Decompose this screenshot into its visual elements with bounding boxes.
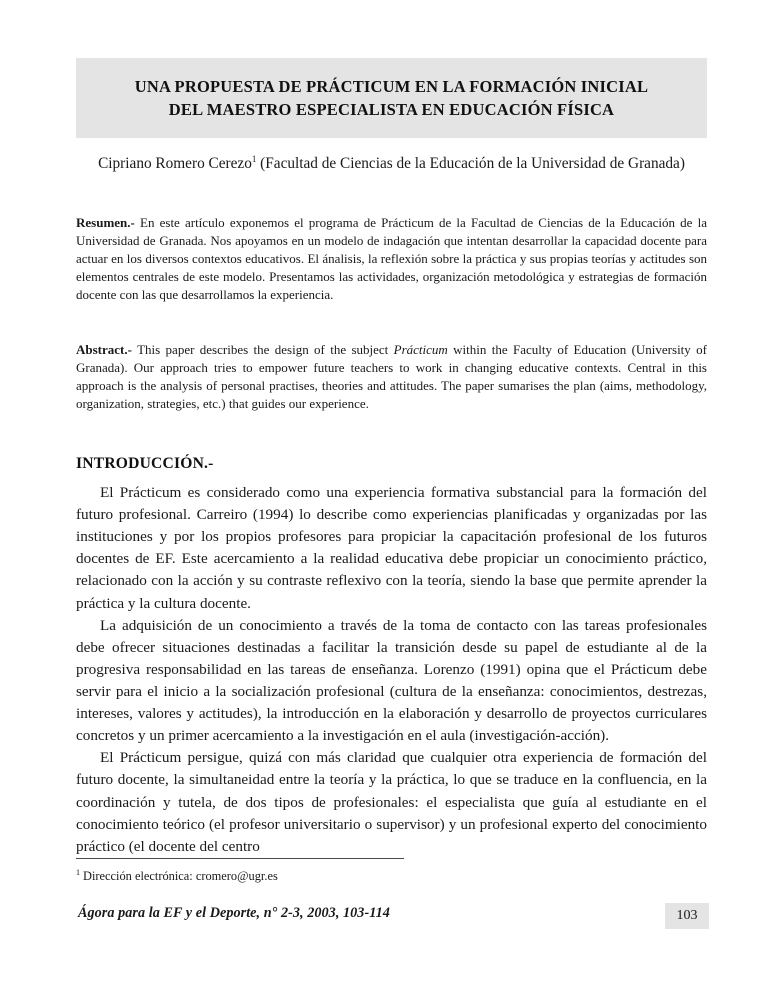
- resumen-label: Resumen.-: [76, 215, 135, 230]
- paper-title-line-1: UNA PROPUESTA DE PRÁCTICUM EN LA FORMACIÓN INICIAL: [134, 76, 649, 96]
- author-affiliation-text: (Facultad de Ciencias de la Educación de la Universidad de Granada): [256, 155, 685, 172]
- abstract-block: [76, 341, 707, 413]
- body-paragraph: La adquisición de un conocimiento a través de la toma de contacto con las tareas profesionales debe ofrecer situaciones destinadas a facilitar la transición desde su papel de estudiante al de la progresiva responsabilidad en las tareas de enseñanza. Lorenzo (1991) opina que el Prácticum debe servir para el inicio a la socialización profesional (cultura de la enseñanza: conocimientos, destrezas, intereses, valores y actitudes), la introducción en la elaboración y desarrollo de proyectos curriculares concretos y un primer acercamiento a la investigación en el aula (investigación-acción).: [76, 616, 707, 745]
- resumen-block: [76, 214, 707, 304]
- footnote-separator-rule: [76, 858, 404, 859]
- footnote: [76, 868, 707, 885]
- abstract-label: Abstract.-: [76, 342, 132, 357]
- footnote-text: Dirección electrónica: cromero@ugr.es: [83, 869, 278, 883]
- abstract-text-after-italic: within the Faculty of Education (University of Granada). Our approach tries to empower future teachers to work in changing educative contexts. Central in this approach is the analysis of personal practises, theories and attitudes. The paper sumarises the plan (aims, methodology, organization, strategies, etc.) that guides our experience.: [76, 342, 707, 411]
- body-text: [76, 482, 707, 858]
- footer-journal-reference: Ágora para la EF y el Deporte, n° 2-3, 2003, 103-114: [78, 905, 390, 921]
- resumen-text: En este artículo exponemos el programa de Prácticum de la Facultad de Ciencias de la Educación de la Universidad de Granada. Nos apoyamos en un modelo de indagación que intentan desarrollar la capacidad docente para actuar en los diversos contextos educativos. El ánalisis, la reflexión sobre la práctica y sus propias teorías y actitudes son elementos centrales de este modelo. Presentamos las actividades, organización metodológica y estrategias de formación docente con las que desarrollamos la experiencia.: [76, 215, 707, 302]
- paper-title-block: [76, 58, 707, 138]
- author-footnote-marker: 1: [251, 153, 257, 164]
- body-paragraph: El Prácticum es considerado como una experiencia formativa substancial para la formación del futuro profesional. Carreiro (1994) lo describe como experiencias planificadas y organizadas por las instituciones y por los propios profesores para propiciar la capacitación profesional de los futuros docentes de EF. Este acercamiento a la realidad educativa debe propiciar un conocimiento práctico, relacionado con la acción y su contraste reflexivo con la teoría, siendo la base que permite aprender la práctica y la cultura docente.: [76, 484, 707, 612]
- author-name: Cipriano Romero Cerezo: [98, 155, 252, 172]
- body-paragraph: El Prácticum persigue, quizá con más claridad que cualquier otra experiencia de formación del futuro docente, la simultaneidad entre la teoría y la práctica, lo que se traduce en la confluencia, en la coordinación y tutela, de dos tipos de profesionales: el especialista que guía al estudiante en el conocimiento teórico (el profesor universitario o supervisor) y un profesional experto del conocimiento práctico (el docente del centro: [76, 749, 707, 855]
- author-affiliation: [76, 152, 707, 175]
- footnote-marker: 1: [76, 867, 80, 877]
- abstract-italic-term: Prácticum: [393, 342, 448, 357]
- abstract-text-before-italic: This paper describes the design of the subject: [131, 342, 394, 357]
- section-heading-introduccion: INTRODUCCIÓN.-: [76, 455, 214, 472]
- paper-title-line-2: DEL MAESTRO ESPECIALISTA EN EDUCACIÓN FÍSICA: [168, 100, 615, 119]
- page-number-badge: 103: [665, 903, 709, 929]
